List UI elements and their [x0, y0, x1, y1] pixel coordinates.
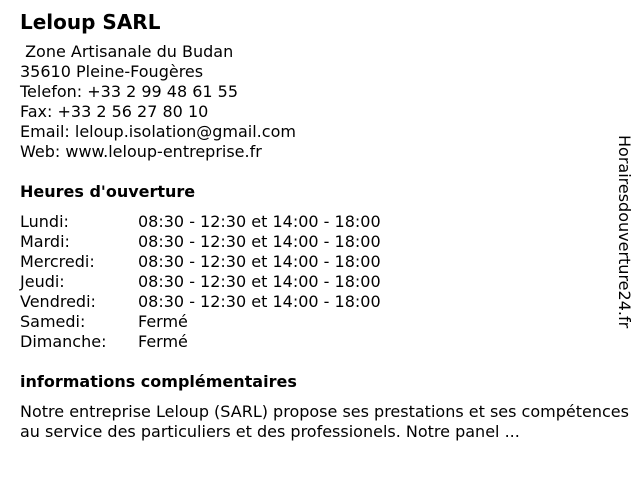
address-city: 35610 Pleine-Fougères	[20, 62, 204, 81]
site-watermark: Horairesdouverture24.fr	[615, 135, 634, 329]
business-card	[20, 10, 632, 442]
company-description: Notre entreprise Leloup (SARL) propose ses prestations et ses compétences au service des particuliers et des professionels. Notre panel ...	[20, 402, 629, 441]
hours-day-label: Vendredi:	[20, 292, 96, 311]
website-address: Web: www.leloup-entreprise.fr	[20, 142, 262, 161]
hours-time-value: 08:30 - 12:30 et 14:00 - 18:00	[138, 252, 381, 271]
hours-time-value: Fermé	[138, 312, 188, 331]
hours-time-value: 08:30 - 12:30 et 14:00 - 18:00	[138, 212, 381, 231]
email-address: Email: leloup.isolation@gmail.com	[20, 122, 296, 141]
contact-block	[20, 42, 632, 162]
hours-day-label: Lundi:	[20, 212, 69, 231]
hours-row-wednesday	[20, 252, 632, 272]
phone-number: Telefon: +33 2 99 48 61 55	[20, 82, 239, 101]
hours-time-value: Fermé	[138, 332, 188, 351]
hours-time-value: 08:30 - 12:30 et 14:00 - 18:00	[138, 232, 381, 251]
opening-hours-heading: Heures d'ouverture	[20, 182, 196, 201]
hours-time-value: 08:30 - 12:30 et 14:00 - 18:00	[138, 292, 381, 311]
address-street: Zone Artisanale du Budan	[20, 42, 234, 61]
additional-info-heading: informations complémentaires	[20, 372, 297, 391]
hours-time-value: 08:30 - 12:30 et 14:00 - 18:00	[138, 272, 381, 291]
company-name: Leloup SARL	[20, 10, 161, 34]
fax-number: Fax: +33 2 56 27 80 10	[20, 102, 209, 121]
hours-day-label: Mardi:	[20, 232, 70, 251]
hours-row-saturday	[20, 312, 632, 332]
opening-hours-table	[20, 212, 632, 352]
hours-day-label: Samedi:	[20, 312, 86, 331]
hours-row-tuesday	[20, 232, 632, 252]
hours-day-label: Mercredi:	[20, 252, 95, 271]
hours-row-monday	[20, 212, 632, 232]
hours-day-label: Jeudi:	[20, 272, 65, 291]
hours-day-label: Dimanche:	[20, 332, 107, 351]
hours-row-sunday	[20, 332, 632, 352]
hours-row-thursday	[20, 272, 632, 292]
hours-row-friday	[20, 292, 632, 312]
